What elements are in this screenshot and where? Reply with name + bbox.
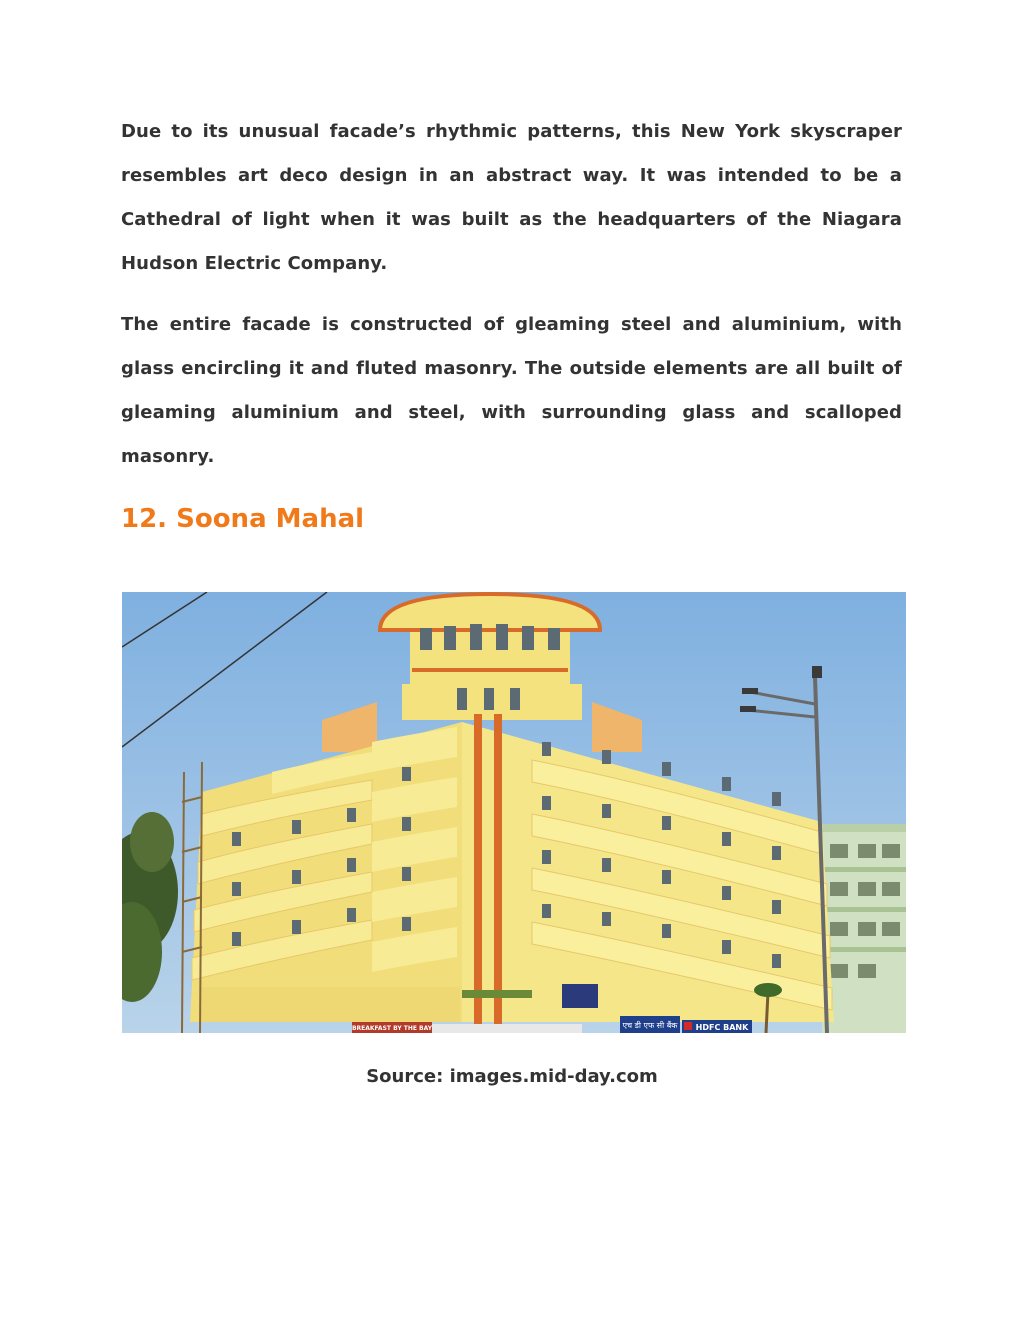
- green-building: [822, 824, 906, 1033]
- soona-mahal-photo: [122, 592, 906, 1033]
- bank-sign: HDFC BANK: [695, 1023, 749, 1032]
- bank-sign-hindi: एच डी एफ सी बैंक: [622, 1021, 678, 1030]
- section-heading: 12. Soona Mahal: [121, 504, 365, 534]
- document-body: [121, 110, 902, 539]
- paragraph-2: The entire facade is constructed of gleaming steel and aluminium, with glass encircling it and fluted masonry. The outside elements are all built of gleaming aluminium and steel, with surrounding glass and scalloped masonry.: [121, 314, 902, 467]
- paragraph-1: Due to its unusual facade’s rhythmic patterns, this New York skyscraper resembles art deco design in an abstract way. It was intended to be a Cathedral of light when it was built as the headquarters of the Niagara Hudson Electric Company.: [121, 121, 902, 274]
- restaurant-sign: BREAKFAST BY THE BAY: [351, 1025, 433, 1032]
- image-source-caption: Source: images.mid-day.com: [366, 1066, 658, 1087]
